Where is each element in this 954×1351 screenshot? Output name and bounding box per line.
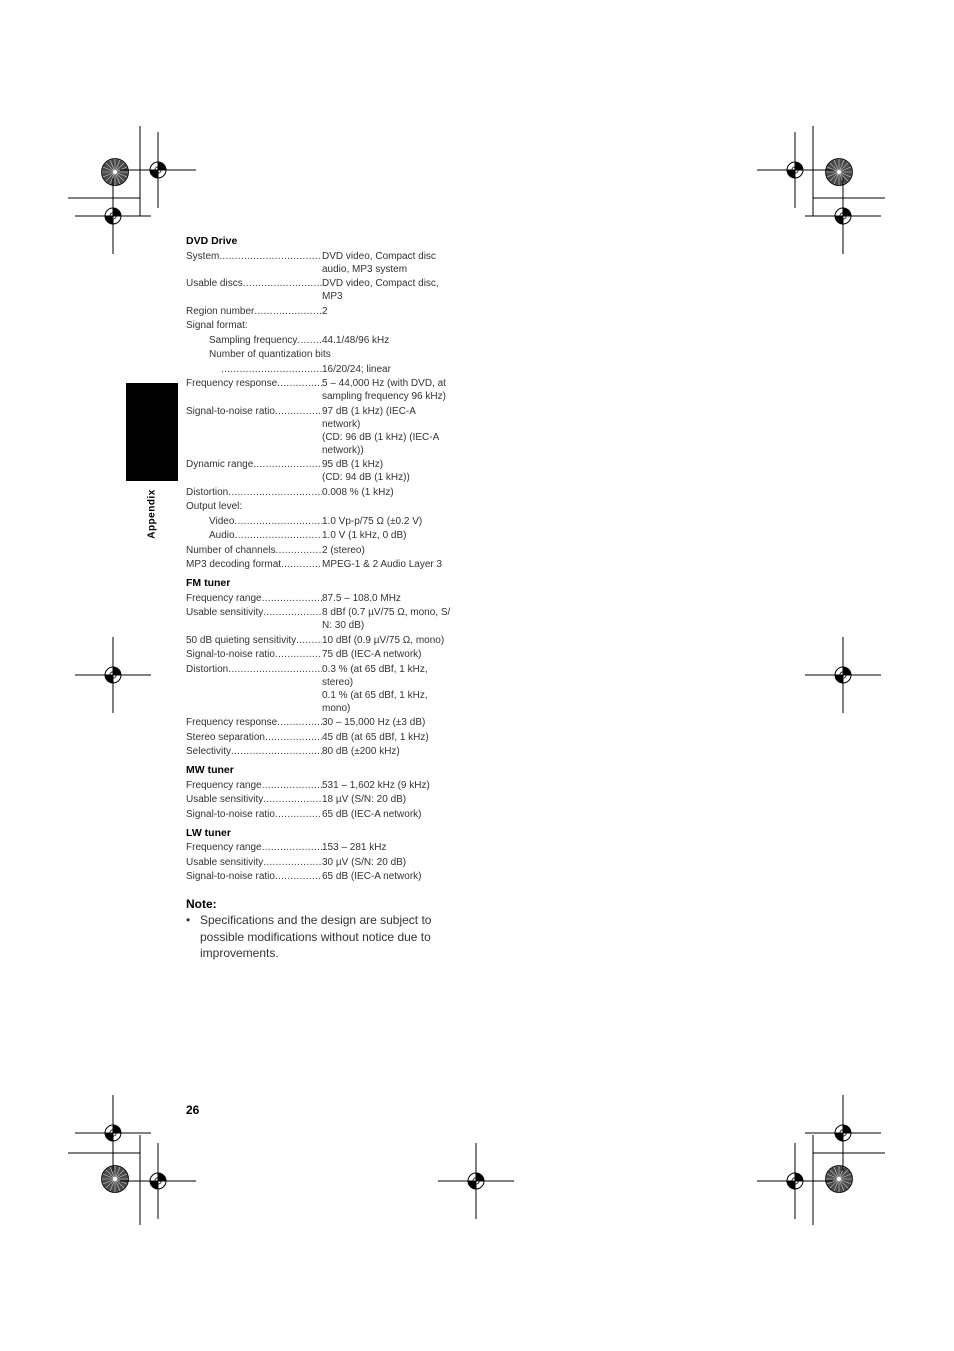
spec-group-label: Signal format: (186, 320, 248, 331)
spec-row (186, 663, 476, 715)
spec-value (322, 634, 476, 647)
spec-value-line: 18 µV (S/N: 20 dB) (322, 794, 407, 805)
spec-value (322, 405, 476, 457)
leader-dots (275, 405, 322, 457)
spec-row (186, 486, 476, 499)
spec-value-line: 0.008 % (1 kHz) (322, 486, 394, 498)
spec-value-line: 87.5 – 108.0 MHz (322, 592, 401, 604)
section-title: LW tuner (186, 826, 231, 839)
spec-row (186, 716, 476, 729)
spec-label-text: Selectivity (186, 746, 232, 757)
spec-value (322, 731, 476, 744)
leader-dots (219, 250, 322, 276)
spec-row (186, 305, 476, 318)
spec-value-line: 0.1 % (at 65 dBf, 1 kHz, (322, 689, 428, 701)
spec-label-text: Frequency range (186, 592, 262, 604)
spec-value (322, 663, 476, 715)
page-number: 26 (186, 1103, 200, 1117)
spec-label-text: Signal-to-noise ratio (186, 649, 275, 660)
spec-value-line: 30 µV (S/N: 20 dB) (322, 856, 407, 868)
spec-row (186, 377, 476, 403)
spec-value (322, 305, 476, 318)
spec-value-line: 153 – 281 kHz (322, 842, 387, 853)
spec-label (186, 870, 322, 883)
spec-row (186, 544, 476, 557)
spec-value-line: 8 dBf (0.7 µV/75 Ω, mono, S/ (322, 607, 451, 618)
leader-dots (228, 663, 322, 715)
spec-label-text: Video (209, 515, 235, 527)
spec-label (186, 405, 322, 457)
spec-value-line: 65 dB (IEC-A network) (322, 808, 422, 820)
spec-value (322, 334, 476, 347)
spec-value (322, 277, 476, 303)
spec-row (186, 558, 476, 571)
spec-value (322, 377, 476, 403)
spec-row (186, 634, 476, 647)
spec-label-text: Signal-to-noise ratio (186, 405, 275, 417)
spec-value (322, 808, 476, 821)
spec-value (322, 363, 476, 376)
spec-label-text: Stereo separation (186, 731, 265, 743)
spec-label (186, 856, 322, 869)
spec-row (186, 277, 476, 303)
spec-value (322, 856, 476, 869)
spec-label-text: Usable discs (186, 278, 243, 289)
leader-dots (263, 606, 322, 632)
spec-label (186, 277, 322, 303)
spec-label-text: Usable sensitivity (186, 856, 264, 868)
leader-dots (276, 544, 323, 557)
spec-value-line: 1.0 V (1 kHz, 0 dB) (322, 530, 407, 541)
spec-value (322, 779, 476, 792)
leader-dots (254, 305, 322, 318)
spec-row (186, 841, 476, 854)
spec-label (186, 648, 322, 661)
spec-value-line: 0.3 % (at 65 dBf, 1 kHz, (322, 663, 428, 675)
leader-dots (263, 793, 322, 806)
spec-label (186, 716, 322, 729)
spec-label-text: Frequency range (186, 779, 262, 791)
spec-label-text: Signal-to-noise ratio (186, 871, 275, 882)
leader-dots (243, 277, 322, 303)
spec-value (322, 592, 476, 605)
spec-label (186, 663, 322, 715)
spec-label (186, 558, 322, 571)
spec-row (186, 363, 476, 376)
spec-label (186, 334, 322, 347)
spec-label-text: Frequency range (186, 842, 262, 853)
spec-label-text: Sampling frequency (209, 334, 298, 346)
section-title: MW tuner (186, 764, 234, 776)
spec-row (186, 250, 476, 276)
spec-group-label: Output level: (186, 501, 243, 512)
spec-label-text: 50 dB quieting sensitivity (186, 634, 297, 646)
note-item (186, 912, 456, 962)
spec-value-line: mono) (322, 702, 351, 714)
note-text: Specifications and the design are subject to possible modifications without notice due to improvements. (200, 913, 432, 960)
leader-dots (281, 558, 322, 571)
spec-value (322, 841, 476, 854)
spec-value-line: network) (322, 418, 361, 430)
spec-row (186, 793, 476, 806)
spec-value-line: network)) (322, 444, 364, 456)
leader-dots (262, 592, 322, 605)
spec-value-line: (CD: 94 dB (1 kHz)) (322, 472, 410, 483)
spec-value (322, 606, 476, 632)
leader-dots (235, 529, 322, 542)
spec-value (322, 558, 476, 571)
section-title: DVD Drive (186, 235, 238, 247)
spec-value-line: 75 dB (IEC-A network) (322, 649, 422, 660)
spec-row (186, 870, 476, 883)
spec-value (322, 250, 476, 276)
bullet-icon: • (186, 913, 191, 927)
leader-dots (262, 779, 322, 792)
leader-dots (296, 634, 322, 647)
spec-value-line: MPEG-1 & 2 Audio Layer 3 (322, 559, 443, 570)
spec-label (186, 544, 322, 557)
leader-dots (275, 648, 322, 661)
spec-value-line: N: 30 dB) (322, 620, 365, 631)
spec-row (186, 606, 476, 632)
leader-dots (275, 870, 322, 883)
spec-value-line: 44.1/48/96 kHz (322, 334, 390, 346)
spec-value (322, 458, 476, 484)
spec-label (186, 377, 322, 403)
spec-row (186, 592, 476, 605)
spec-label (186, 779, 322, 792)
spec-value-line: 2 (322, 305, 328, 317)
spec-value-line: DVD video, Compact disc, (322, 278, 439, 289)
spec-value (322, 716, 476, 729)
spec-value (322, 486, 476, 499)
spec-label-text: Distortion (186, 663, 229, 675)
spec-label (186, 250, 322, 276)
spec-value-line: audio, MP3 system (322, 263, 408, 275)
spec-value-line: 10 dBf (0.9 µV/75 Ω, mono) (322, 634, 445, 646)
leader-dots (228, 486, 322, 499)
spec-label (186, 486, 322, 499)
leader-dots (277, 716, 322, 729)
spec-value-line: DVD video, Compact disc (322, 250, 436, 262)
section-side-label: Appendix (146, 489, 158, 539)
spec-label (186, 529, 322, 542)
spec-value (322, 745, 476, 758)
spec-group-label: Number of quantization bits (209, 349, 331, 360)
spec-label-text: MP3 decoding format (186, 559, 282, 570)
leader-dots (265, 731, 322, 744)
spec-label (186, 841, 322, 854)
spec-label-text: Number of channels (186, 544, 276, 556)
spec-value-line: MP3 (322, 291, 343, 302)
spec-row (186, 458, 476, 484)
spec-value (322, 870, 476, 883)
leader-dots (253, 458, 322, 484)
spec-label (186, 634, 322, 647)
spec-value-line: 2 (stereo) (322, 544, 365, 556)
spec-label-text: Usable sensitivity (186, 607, 264, 618)
spec-value (322, 529, 476, 542)
spec-value-line: 30 – 15,000 Hz (±3 dB) (322, 717, 426, 728)
spec-value-line: (CD: 96 dB (1 kHz) (IEC-A (322, 431, 440, 443)
spec-value-line: 1.0 Vp-p/75 Ω (±0.2 V) (322, 515, 423, 527)
spec-value (322, 648, 476, 661)
spec-row (186, 648, 476, 661)
spec-label-text: Dynamic range (186, 459, 254, 470)
spec-value-line: 65 dB (IEC-A network) (322, 871, 422, 882)
spec-value-line: 531 – 1,602 kHz (9 kHz) (322, 779, 430, 791)
spec-row (186, 529, 476, 542)
spec-label (186, 606, 322, 632)
spec-value (322, 544, 476, 557)
leader-dots (263, 856, 322, 869)
spec-label-text: Signal-to-noise ratio (186, 808, 275, 820)
spec-label-text: Frequency response (186, 717, 278, 728)
section-title: FM tuner (186, 577, 231, 589)
spec-label (186, 592, 322, 605)
spec-row (186, 808, 476, 821)
spec-label-text: Frequency response (186, 378, 278, 389)
spec-label-text: Usable sensitivity (186, 794, 264, 805)
spec-value (322, 515, 476, 528)
spec-row (186, 405, 476, 457)
spec-label-text: System (186, 250, 220, 262)
spec-label-text: Region number (186, 305, 255, 317)
note-title: Note: (186, 897, 217, 911)
leader-dots (277, 377, 322, 403)
leader-dots (275, 808, 322, 821)
leader-dots (234, 515, 322, 528)
spec-value-line: 95 dB (1 kHz) (322, 459, 384, 470)
spec-row (186, 745, 476, 758)
spec-value-line: 97 dB (1 kHz) (IEC-A (322, 405, 416, 417)
leader-dots (231, 745, 322, 758)
spec-row (186, 731, 476, 744)
spec-label (186, 793, 322, 806)
spec-row (186, 515, 476, 528)
spec-label (186, 745, 322, 758)
spec-row (186, 856, 476, 869)
leader-dots (297, 334, 322, 347)
spec-label (186, 731, 322, 744)
spec-value-line: 80 dB (±200 kHz) (322, 746, 400, 757)
spec-label-text: Audio (209, 530, 235, 541)
spec-label (186, 458, 322, 484)
spec-label (186, 808, 322, 821)
spec-value-line: 16/20/24; linear (322, 363, 391, 375)
spec-label (186, 363, 322, 376)
spec-row (186, 334, 476, 347)
spec-label (186, 515, 322, 528)
spec-value-line: 45 dB (at 65 dBf, 1 kHz) (322, 731, 429, 743)
spec-row (186, 779, 476, 792)
leader-dots (221, 363, 322, 376)
leader-dots (262, 841, 322, 854)
spec-label-text: Distortion (186, 486, 229, 498)
section-tab-marker (126, 383, 178, 481)
specifications-content (186, 235, 476, 962)
spec-label (186, 305, 322, 318)
spec-value-line: sampling frequency 96 kHz) (322, 391, 446, 402)
spec-value-line: 5 – 44,000 Hz (with DVD, at (322, 378, 446, 389)
spec-value-line: stereo) (322, 676, 354, 688)
spec-value (322, 793, 476, 806)
